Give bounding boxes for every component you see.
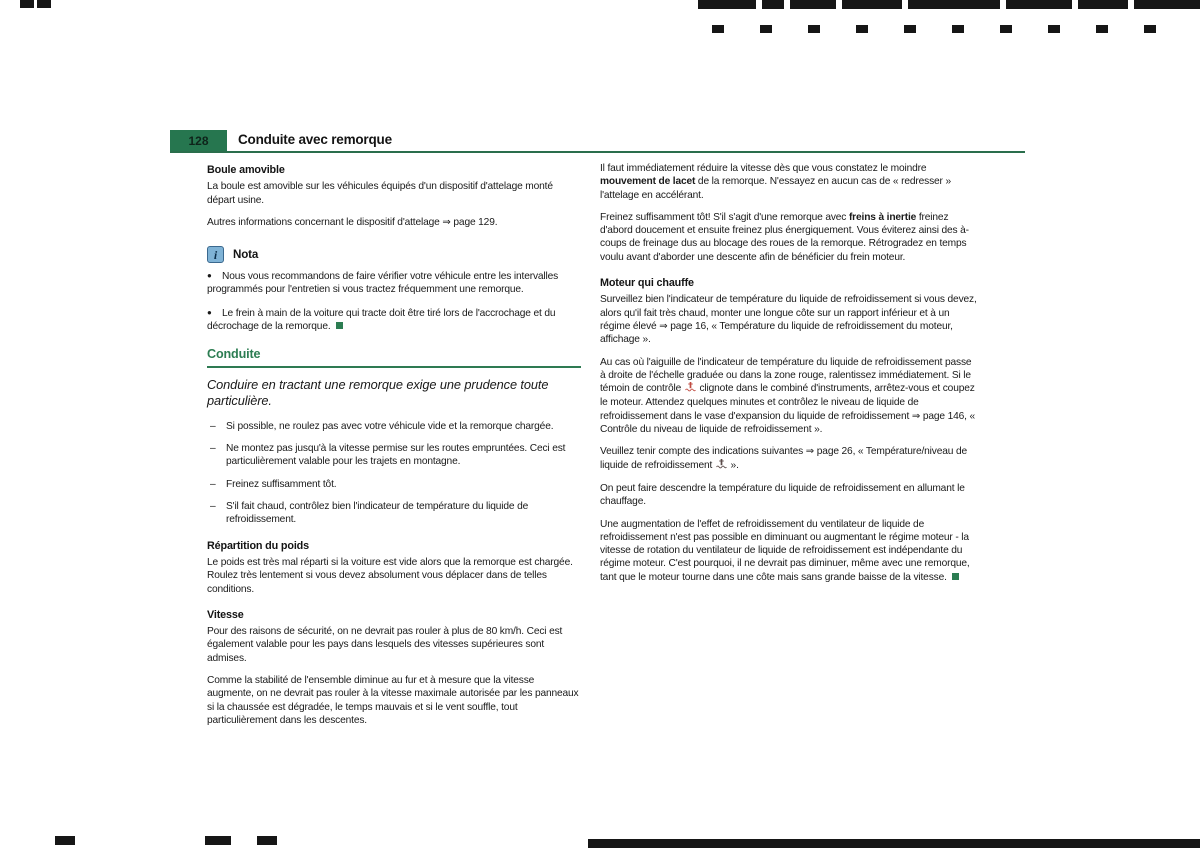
paragraph: Au cas où l'aiguille de l'indicateur de température du liquide de refroidissement passe à droite de l'échelle graduée ou dans la zone rouge, ralentissez immédiatement. Si le témoin de contrôle clignote dans le combiné d'instruments, arrêtez-vous et coupez le moteur. Attendez quelques minutes et contrôlez le niveau de liquide de refroidissement dans le vase d'expansion du liquide de refroidissement ⇒ page 146, « Contrôle du niveau de liquide de refroidissement ». bbox=[600, 356, 976, 436]
right-column bbox=[600, 162, 977, 593]
list-item: – Freinez suffisamment tôt. bbox=[207, 478, 581, 491]
section-intro: Conduire en tractant une remorque exige une prudence toute particulière. bbox=[207, 376, 549, 409]
bold-term: freins à inertie bbox=[848, 211, 917, 223]
list-item: – Ne montez pas jusqu'à la vitesse permise sur les routes empruntées. Ceci est particulièrement valable pour les trajets en montagne. bbox=[207, 442, 581, 469]
paragraph-cross-reference: Surveillez bien l'indicateur de température du liquide de refroidissement si vous devez, alors qu'il fait très chaud, monter une longue côte sur un rapport inférieur et à un régime élevé ⇒ page 16, « Température du liquide de refroidissement du moteur, affichage ». bbox=[600, 294, 977, 346]
info-icon: i bbox=[207, 246, 224, 263]
header-rule bbox=[170, 151, 1025, 153]
nota-title: Nota bbox=[233, 248, 259, 262]
subheading-moteur-qui-chauffe: Moteur qui chauffe bbox=[600, 277, 694, 290]
subheading-vitesse: Vitesse bbox=[207, 608, 244, 621]
bullet-icon: ● bbox=[207, 271, 212, 281]
page-number: 128 bbox=[170, 130, 227, 151]
paragraph: La boule est amovible sur les véhicules équipés d'un dispositif d'attelage monté départ usine. bbox=[207, 181, 553, 206]
list-item: – Si possible, ne roulez pas avec votre véhicule vide et la remorque chargée. bbox=[207, 420, 581, 433]
page-title: Conduite avec remorque bbox=[238, 132, 392, 147]
bold-term: mouvement de lacet bbox=[600, 176, 696, 188]
coolant-temperature-warning-icon bbox=[685, 382, 696, 396]
paragraph: Freinez suffisamment tôt! S'il s'agit d'une remorque avec freins à inertie freinez d'abord doucement et ensuite freinez plus énergiquement. Vous éviterez ainsi des à-coups de freinage dus au blocage des roues de la remorque. Rétrogradez en temps voulu avant d'aborder une descente afin de bénéficier du frein moteur. bbox=[600, 211, 969, 263]
section-end-marker bbox=[952, 573, 959, 580]
paragraph: Il faut immédiatement réduire la vitesse dès que vous constatez le moindre mouvement de lacet de la remorque. N'essayez en aucun cas de « redresser » l'attelage en accélérant. bbox=[600, 163, 951, 201]
section-heading-conduite: Conduite bbox=[207, 348, 581, 367]
paragraph-cross-reference: Veuillez tenir compte des indications suivantes ⇒ page 26, « Température/niveau de liquide de refroidissement ». bbox=[600, 445, 977, 473]
section-end-marker bbox=[336, 322, 343, 329]
nota-item: ● Nous vous recommandons de faire vérifier votre véhicule entre les intervalles programmés pour l'entretien si vous tractez fréquemment une remorque. bbox=[207, 271, 559, 296]
paragraph-cross-reference: Autres informations concernant le dispositif d'attelage ⇒ page 129. bbox=[207, 216, 498, 228]
subheading-boule-amovible: Boule amovible bbox=[207, 164, 285, 176]
paragraph: Une augmentation de l'effet de refroidissement du ventilateur de liquide de refroidissement n'est pas possible en diminuant ou augmentant le régime moteur - la vitesse de rotation du ventilateur de liquide de refroidissement est indépendante du régime moteur. C'est pourquoi, il ne devrait pas diminuer, même avec une remorque, tant que le moteur tourne dans une côte mais sans grande baisse de la vitesse. bbox=[600, 518, 970, 583]
dash-list bbox=[207, 420, 581, 527]
left-column bbox=[207, 162, 581, 736]
paragraph: Pour des raisons de sécurité, on ne devrait pas rouler à plus de 80 km/h. Ceci est également valable pour les pays dans lesquels des vitesses supérieures sont admises. bbox=[207, 626, 563, 664]
paragraph: Comme la stabilité de l'ensemble diminue au fur et à mesure que la vitesse augmente, on ne devrait pas rouler à la vitesse maximale autorisée par les panneaux si la chaussée est dégradée, le temps mauvais et si le vent souffle, tout particulièrement dans les descentes. bbox=[207, 675, 579, 726]
paragraph: On peut faire descendre la température du liquide de refroidissement en allumant le chauffage. bbox=[600, 482, 965, 508]
subheading-repartition-du-poids: Répartition du poids bbox=[207, 539, 309, 552]
nota-item: ● Le frein à main de la voiture qui tracte doit être tiré lors de l'accrochage et du décrochage de la remorque. bbox=[207, 307, 556, 333]
coolant-temperature-icon bbox=[716, 459, 727, 473]
list-item: – S'il fait chaud, contrôlez bien l'indicateur de température du liquide de refroidissement. bbox=[207, 500, 581, 527]
bullet-icon: ● bbox=[207, 307, 212, 317]
nota-header bbox=[207, 246, 581, 263]
paragraph: Le poids est très mal réparti si la voiture est vide alors que la remorque est chargée. Roulez très lentement si vous devez absolument vous déplacer dans de telles conditions. bbox=[207, 556, 573, 595]
